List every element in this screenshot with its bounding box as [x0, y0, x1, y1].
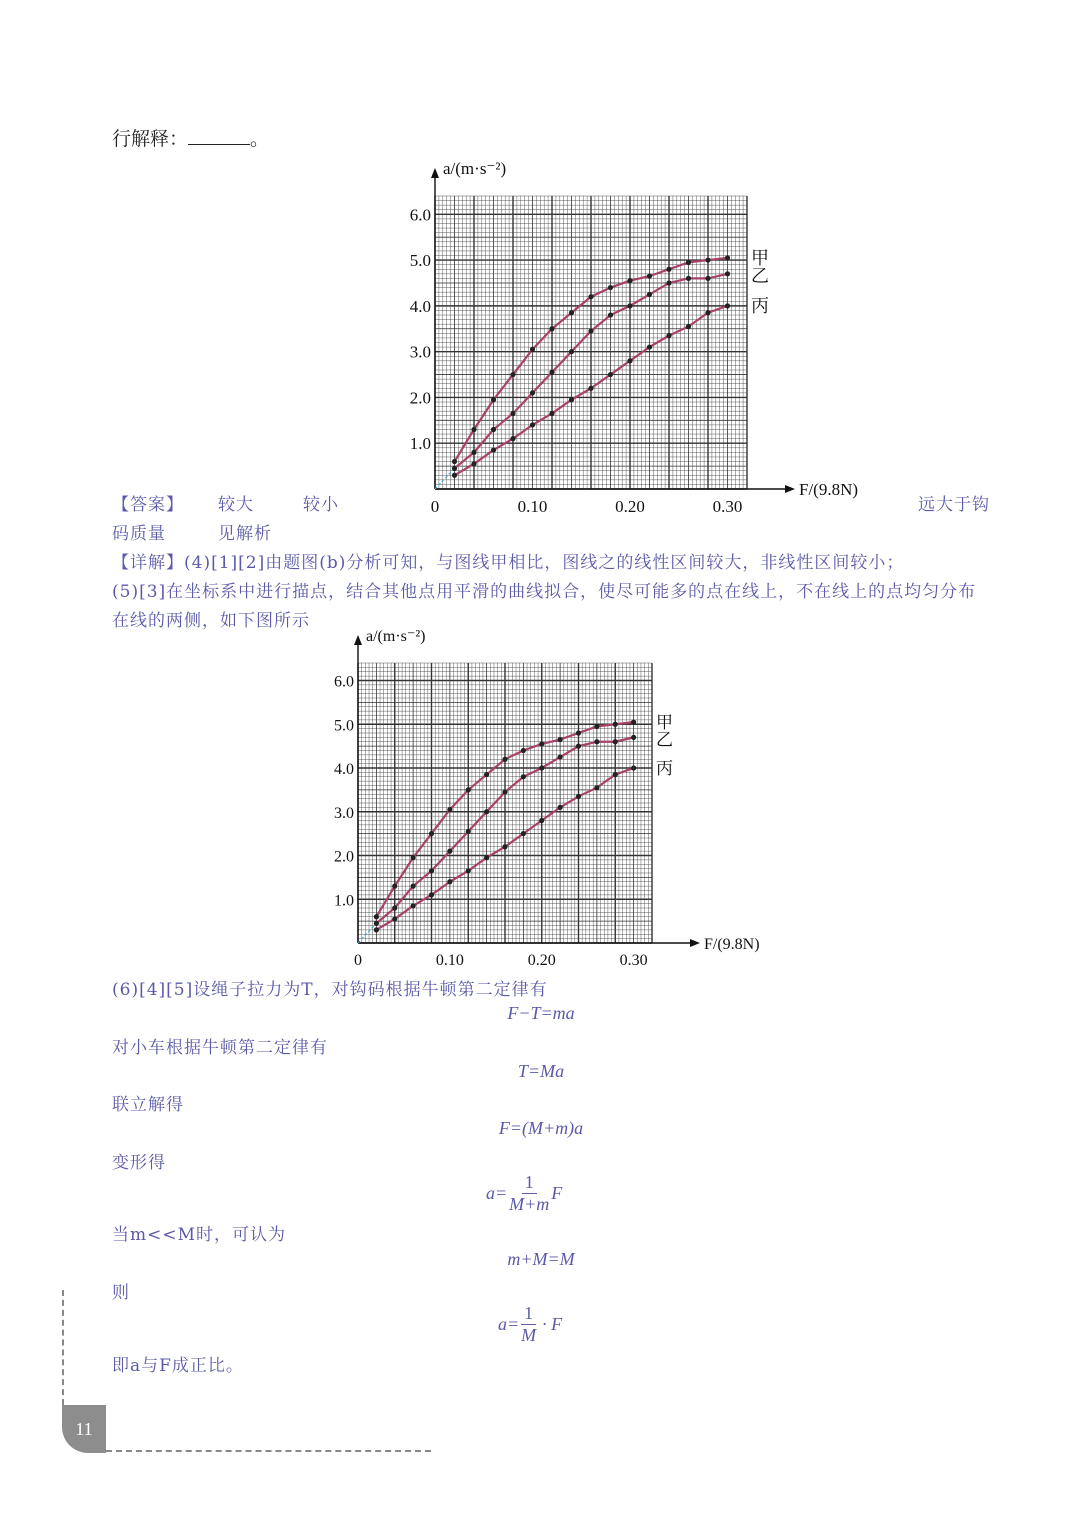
detail-line-7: 变形得	[112, 1153, 166, 1173]
data-point	[647, 292, 652, 297]
y-tick-label: 2.0	[409, 388, 431, 408]
data-point	[491, 427, 496, 432]
eq6-fraction	[521, 1303, 536, 1346]
data-point	[502, 789, 507, 794]
data-point	[491, 447, 496, 452]
question-text: 行解释：	[112, 128, 189, 150]
data-point	[569, 397, 574, 402]
detail-line-8: 当m<<M时，可认为	[112, 1225, 287, 1245]
detail-label: 【详解】	[112, 553, 184, 573]
data-point	[521, 774, 526, 779]
data-point	[647, 344, 652, 349]
data-point	[392, 905, 397, 910]
y-tick-label: 6.0	[409, 205, 431, 225]
data-point	[530, 422, 535, 427]
data-point	[594, 724, 599, 729]
data-point	[466, 868, 471, 873]
answer-4: 码质量	[112, 524, 166, 544]
series-label-1: 乙	[656, 730, 673, 750]
data-point	[539, 741, 544, 746]
eq4-numerator: 1	[522, 1172, 537, 1194]
data-point	[558, 805, 563, 810]
data-point	[374, 927, 379, 932]
answer-blank	[188, 128, 250, 145]
data-point	[569, 310, 574, 315]
equation-3: F=(M+m)a	[498, 1118, 584, 1138]
data-point	[705, 257, 710, 262]
detail-line-4: (6)[4][5]设绳子拉力为T，对钩码根据牛顿第二定律有	[112, 980, 548, 1000]
x-axis-arrow	[785, 485, 795, 493]
chart-1	[400, 155, 870, 515]
x-tick-label: 0	[354, 952, 362, 969]
data-point	[510, 411, 515, 416]
series-label-1: 乙	[751, 265, 769, 286]
data-point	[666, 333, 671, 338]
y-axis-arrow	[431, 168, 439, 178]
x-tick-label: 0.30	[712, 497, 743, 515]
eq6-numerator: 1	[521, 1303, 536, 1325]
answer-1: 较大	[218, 495, 254, 515]
data-point	[725, 271, 730, 276]
data-point	[705, 310, 710, 315]
y-tick-label: 1.0	[409, 434, 431, 454]
data-point	[631, 765, 636, 770]
data-point	[576, 730, 581, 735]
x-tick-label: 0.10	[517, 497, 548, 515]
data-point	[484, 855, 489, 860]
detail-line-3: 在线的两侧，如下图所示	[112, 611, 310, 631]
data-point	[608, 285, 613, 290]
answer-label: 【答案】	[112, 495, 184, 515]
data-point	[588, 294, 593, 299]
data-point	[502, 757, 507, 762]
question-line	[112, 124, 269, 151]
data-point	[452, 466, 457, 471]
equation-5: m+M=M	[507, 1249, 575, 1269]
detail-line-5: 对小车根据牛顿第二定律有	[112, 1038, 328, 1058]
detail-line-1	[112, 548, 1012, 573]
data-point	[613, 739, 618, 744]
data-point	[491, 397, 496, 402]
data-point	[484, 772, 489, 777]
data-point	[631, 735, 636, 740]
detail-line-2: (5)[3]在坐标系中进行描点，结合其他点用平滑的曲线拟合，使尽可能多的点在线上，不在线上的点均匀分布	[112, 582, 977, 602]
y-tick-label: 2.0	[334, 848, 354, 866]
data-point	[666, 267, 671, 272]
data-point	[725, 303, 730, 308]
y-tick-label: 3.0	[334, 804, 354, 822]
y-axis-arrow	[354, 635, 362, 645]
data-point	[471, 450, 476, 455]
x-axis-arrow	[690, 939, 700, 947]
y-axis-label: a/(m·s⁻²)	[366, 630, 426, 645]
eq6-denominator: M	[521, 1325, 537, 1345]
x-tick-label: 0.20	[527, 952, 556, 969]
data-point	[608, 372, 613, 377]
answer-3: 远大于钩	[918, 495, 990, 515]
data-point	[627, 358, 632, 363]
data-point	[588, 386, 593, 391]
data-point	[471, 427, 476, 432]
data-point	[647, 274, 652, 279]
page-number: 11	[62, 1405, 106, 1453]
x-tick-label: 0.10	[435, 952, 464, 969]
y-tick-label: 5.0	[334, 717, 354, 735]
data-point	[686, 260, 691, 265]
eq4-denominator: M+m	[509, 1194, 550, 1214]
data-point	[452, 473, 457, 478]
data-point	[521, 748, 526, 753]
eq4-lhs: a=	[486, 1183, 508, 1203]
data-point	[608, 312, 613, 317]
data-point	[484, 809, 489, 814]
x-tick-label: 0.20	[615, 497, 645, 515]
data-point	[549, 326, 554, 331]
question-end: 。	[250, 128, 270, 150]
data-point	[686, 324, 691, 329]
data-point	[631, 719, 636, 724]
data-point	[429, 892, 434, 897]
x-axis-label: F/(9.8N)	[704, 936, 760, 953]
data-point	[588, 328, 593, 333]
equation-1: F−T=ma	[507, 1003, 575, 1023]
series-label-0: 甲	[656, 713, 673, 733]
data-point	[569, 349, 574, 354]
page-border-left	[62, 1290, 64, 1405]
chart-2	[322, 630, 772, 970]
detail-line-6: 联立解得	[112, 1095, 184, 1115]
data-point	[627, 303, 632, 308]
data-point	[594, 785, 599, 790]
detail-text-1: (4)[1][2]由题图(b)分析可知，与图线甲相比，图线之的线性区间较大，非线性区间较小；	[184, 553, 905, 573]
page-border-bottom	[106, 1450, 431, 1452]
y-tick-label: 6.0	[334, 673, 354, 691]
data-point	[471, 461, 476, 466]
equation-2: T=Ma	[517, 1061, 565, 1081]
data-point	[502, 844, 507, 849]
data-point	[549, 370, 554, 375]
eq4-fraction	[509, 1172, 549, 1215]
y-tick-label: 4.0	[334, 761, 354, 778]
data-point	[530, 390, 535, 395]
data-point	[392, 884, 397, 889]
y-tick-label: 1.0	[334, 892, 354, 910]
series-label-0: 甲	[751, 247, 769, 268]
equation-6	[498, 1303, 562, 1346]
x-tick-label: 0	[430, 497, 440, 515]
data-point	[558, 737, 563, 742]
detail-line-9: 则	[112, 1283, 130, 1303]
data-point	[411, 903, 416, 908]
y-tick-label: 4.0	[409, 296, 431, 316]
data-point	[411, 855, 416, 860]
equation-4	[486, 1172, 562, 1215]
data-point	[452, 459, 457, 464]
data-point	[429, 831, 434, 836]
data-point	[613, 722, 618, 727]
series-label-2: 丙	[751, 295, 769, 316]
series-label-2: 丙	[656, 759, 673, 778]
data-point	[539, 818, 544, 823]
answer-5: 见解析	[218, 524, 272, 544]
data-point	[549, 411, 554, 416]
data-point	[558, 754, 563, 759]
data-point	[510, 372, 515, 377]
data-point	[576, 744, 581, 749]
answer-2: 较小	[303, 495, 339, 515]
data-point	[447, 879, 452, 884]
data-point	[374, 914, 379, 919]
data-point	[627, 278, 632, 283]
data-point	[666, 280, 671, 285]
data-point	[466, 829, 471, 834]
x-tick-label: 0.30	[619, 952, 648, 969]
eq6-rhs: · F	[542, 1314, 563, 1334]
data-point	[705, 276, 710, 281]
data-point	[594, 739, 599, 744]
detail-line-10: 即a与F成正比。	[112, 1356, 244, 1376]
data-point	[447, 807, 452, 812]
data-point	[447, 849, 452, 854]
origin-extension	[358, 923, 376, 943]
data-point	[530, 347, 535, 352]
data-point	[686, 276, 691, 281]
data-point	[725, 255, 730, 260]
data-point	[521, 831, 526, 836]
data-point	[429, 868, 434, 873]
origin-extension	[435, 468, 455, 489]
data-point	[510, 436, 515, 441]
data-point	[392, 916, 397, 921]
x-axis-label: F/(9.8N)	[799, 480, 859, 499]
data-point	[576, 794, 581, 799]
data-point	[613, 772, 618, 777]
data-point	[539, 765, 544, 770]
y-tick-label: 3.0	[409, 342, 431, 362]
eq4-rhs: F	[551, 1183, 563, 1203]
eq6-lhs: a=	[498, 1314, 520, 1334]
y-tick-label: 5.0	[409, 251, 431, 271]
data-point	[466, 787, 471, 792]
y-axis-label: a/(m·s⁻²)	[443, 159, 507, 178]
data-point	[374, 921, 379, 926]
data-point	[411, 884, 416, 889]
